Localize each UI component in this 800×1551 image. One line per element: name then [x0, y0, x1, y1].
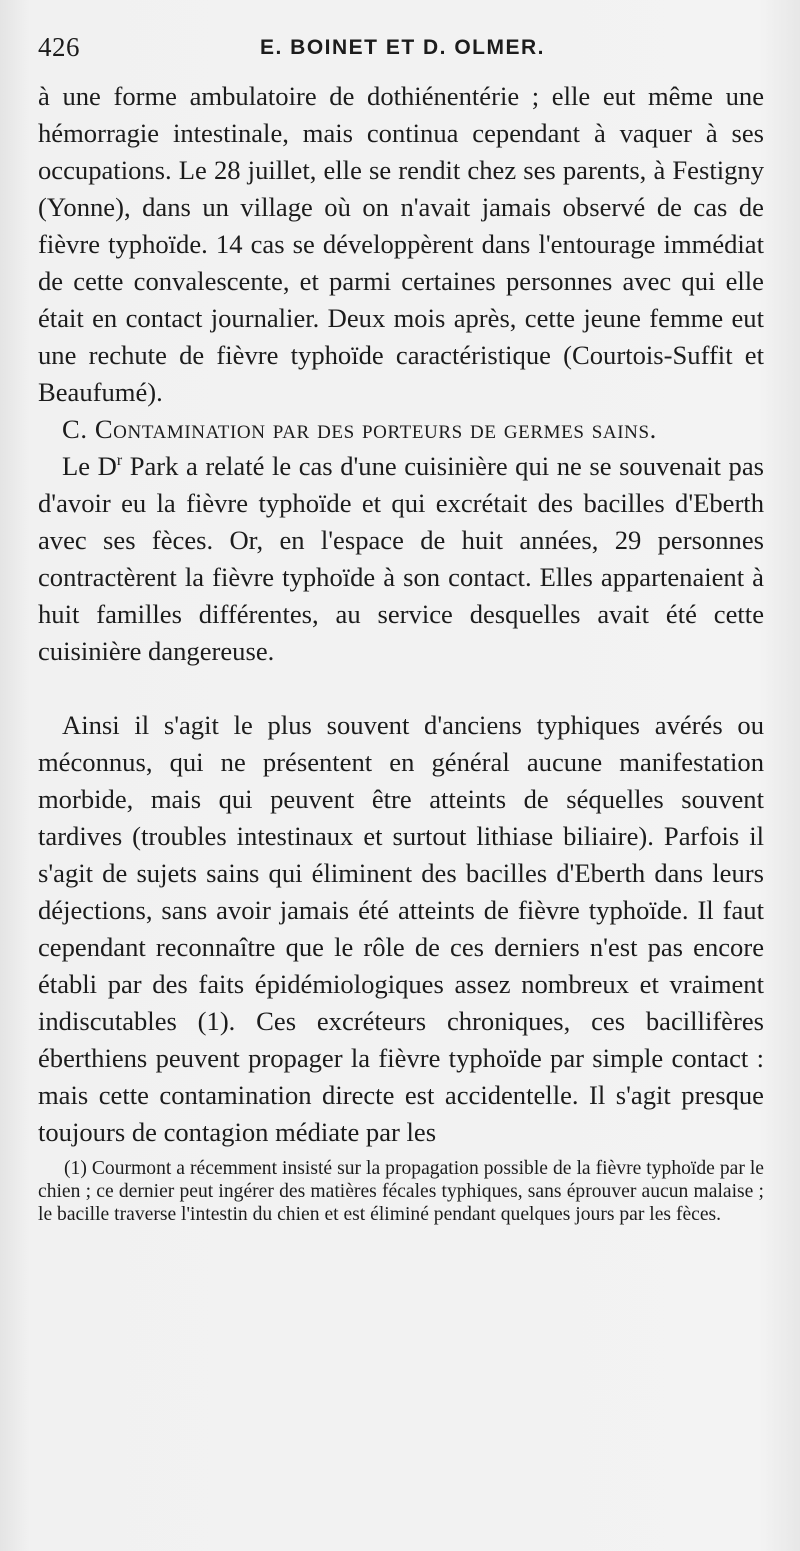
footnote: (1) Courmont a récemment insisté sur la propagation possible de la fièvre typhoïde par le chien ; ce dernier peut ingérer des matières fécales typhiques, sans éprouver aucun malaise ; le bacille traverse l'intestin du chien et est éliminé pendant quelques jours par les fèces. — [38, 1158, 764, 1225]
doctor-superscript: r — [116, 452, 123, 470]
paragraph-park — [38, 448, 764, 670]
running-head: E. BOINET ET D. OLMER. — [260, 36, 546, 59]
page-number: 426 — [38, 32, 80, 62]
section-letter: C. — [62, 414, 88, 444]
park-text-start: Le D — [62, 451, 117, 481]
park-text-rest: Park a relaté le cas d'une cuisinière qui ne se souvenait pas d'avoir eu la fièvre typhoïde et qui excrétait des bacilles d'Eberth avec ses fèces. Or, en l'espace de huit années, 29 personnes contractèrent la fièvre typhoïde à son contact. Elles appartenaient à huit familles différentes, au service desquelles avait été cette cuisinière dangereuse. — [38, 451, 764, 666]
paragraph-continuation: à une forme ambulatoire de dothiénentérie ; elle eut même une hémorragie intestinale, mais continua cependant à vaquer à ses occupations. Le 28 juillet, elle se rendit chez ses parents, à Festigny (Yonne), dans un village où on n'avait jamais observé de cas de fièvre typhoïde. 14 cas se développèrent dans l'entourage immédiat de cette convalescente, et parmi certaines personnes avec qui elle était en contact journalier. Deux mois après, cette jeune femme eut une rechute de fièvre typhoïde caractéristique (Courtois-Suffit et Beaufumé). — [38, 81, 764, 407]
section-title: Contamination par des porteurs de germes sains. — [94, 414, 657, 444]
paragraph-gap — [38, 670, 764, 707]
section-heading — [38, 411, 764, 448]
page-header — [38, 28, 764, 78]
paragraph-ainsi: Ainsi il s'agit le plus souvent d'anciens typhiques avérés ou méconnus, qui ne présentent en général aucune manifestation morbide, mais qui peuvent être atteints de séquelles souvent tardives (troubles intestinaux et surtout lithiase biliaire). Parfois il s'agit de sujets sains qui éliminent des bacilles d'Eberth dans leurs déjections, sans avoir jamais été atteints de fièvre typhoïde. Il faut cependant reconnaître que le rôle de ces derniers n'est pas encore établi par des faits épidémiologiques assez nombreux et vraiment indiscutables (1). Ces excréteurs chroniques, ces bacillifères éberthiens peuvent propager la fièvre typhoïde par simple contact : mais cette contamination directe est accidentelle. Il s'agit presque toujours de contagion médiate par les — [38, 710, 764, 1147]
